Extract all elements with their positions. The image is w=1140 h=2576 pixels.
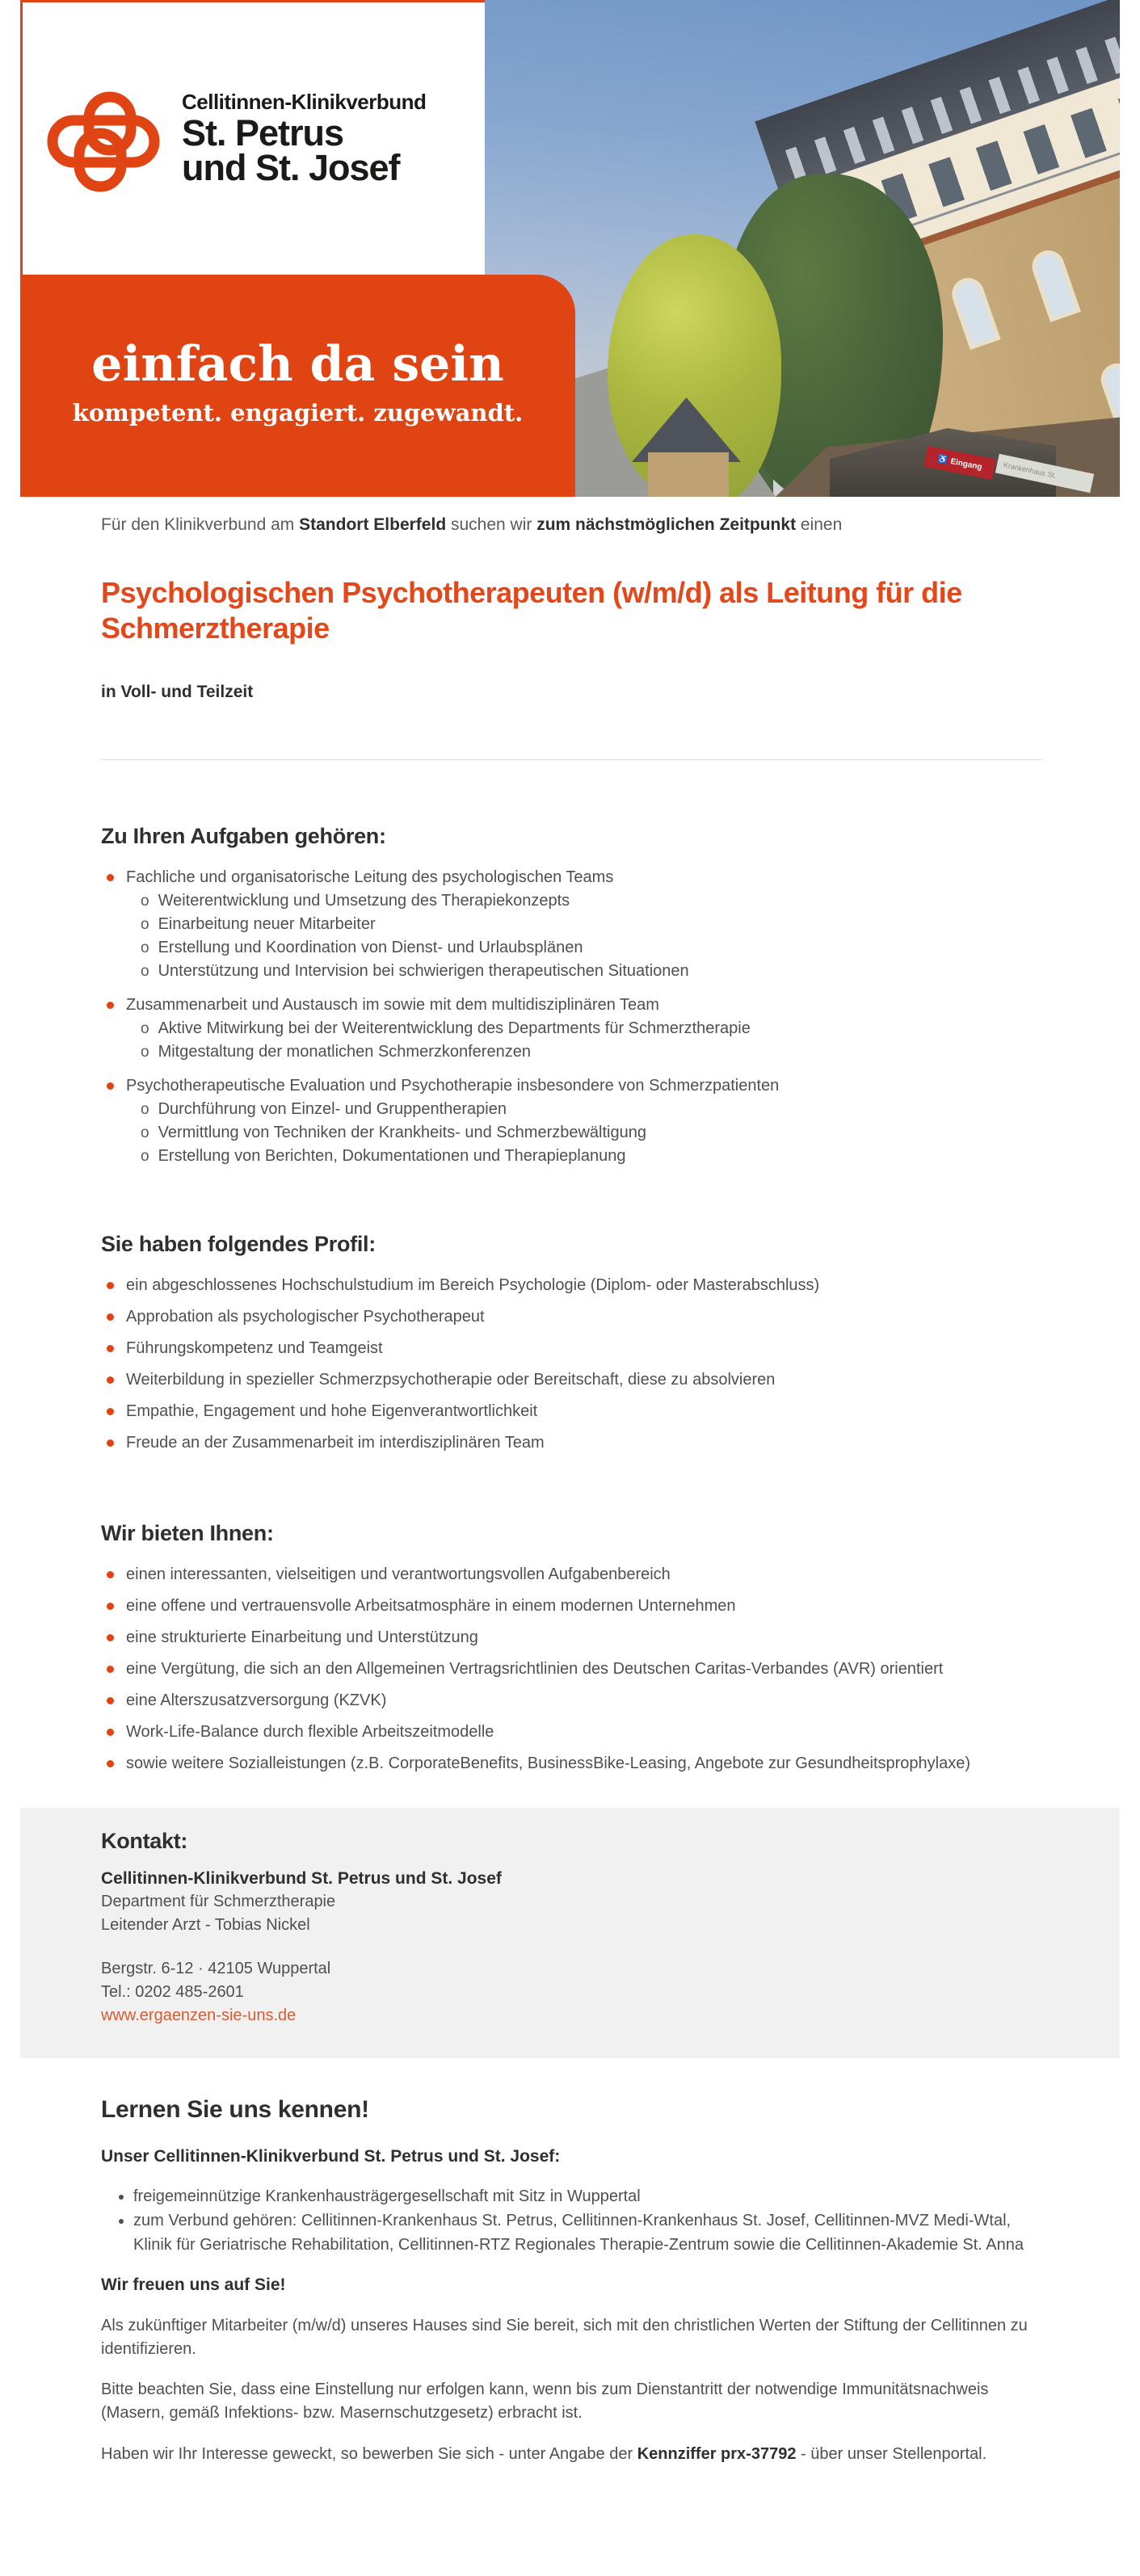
logo-hospital-name-1: St. Petrus: [182, 112, 344, 153]
list-item-text: Psychotherapeutische Evaluation und Psychotherapie insbesondere von Schmerzpatienten: [126, 1077, 780, 1095]
slogan-text: einfach da sein: [91, 336, 504, 393]
intro-location: Standort Elberfeld: [299, 515, 447, 534]
about-heading: Lernen Sie uns kennen!: [101, 2096, 369, 2123]
slogan-subline: kompetent. engagiert. zugewandt.: [72, 399, 524, 427]
list-item: [101, 1752, 1042, 1775]
main-content: [101, 497, 1042, 1775]
about-list-item: • zum Verbund gehören: Cellitinnen-Krankenhaus St. Petrus, Cellitinnen-Krankenhaus St. Josef, Cellitinnen-MVZ Medi-Wtal, Klinik für Geriatrische Rehabilitation, Cellitinnen-RTZ Regionales Therapie-Zentrum sowie die Cellitinnen-Akademie St. Anna: [133, 2208, 1042, 2257]
bullet-icon: [107, 1603, 114, 1610]
bullet-icon: [107, 1313, 114, 1321]
bullet-icon: [107, 1439, 114, 1447]
sub-list-item-text: o Durchführung von Einzel- und Gruppentherapien: [158, 1100, 507, 1118]
contact-heading: Kontakt:: [101, 1829, 188, 1853]
entrance-sign-label: Eingang: [949, 456, 983, 472]
about-paragraph-apply: [101, 2443, 1042, 2466]
bullet-icon: [107, 1571, 114, 1578]
list-item-text: Führungskompetenz und Teamgeist: [126, 1339, 383, 1357]
tasks-heading: Zu Ihren Aufgaben gehören:: [101, 824, 386, 848]
apply-text: - über unser Stellenportal.: [796, 2445, 987, 2463]
list-item: [101, 1337, 1042, 1360]
list-item-text: eine Vergütung, die sich an den Allgemeinen Vertragsrichtlinien des Deutschen Caritas-Verbandes (AVR) orientiert: [126, 1660, 944, 1678]
intro-text: suchen wir: [446, 515, 537, 534]
list-item-text: eine strukturierte Einarbeitung und Unterstützung: [126, 1628, 478, 1646]
bullet-icon: [107, 874, 114, 881]
list-item-text: Freude an der Zusammenarbeit im interdisziplinären Team: [126, 1434, 545, 1452]
contact-phone: Tel.: 0202 485-2601: [101, 1983, 244, 2001]
bullet-icon: [107, 1082, 114, 1090]
bullet-icon: [107, 1345, 114, 1352]
bullet-icon: [107, 1408, 114, 1415]
photo-arched-window: [948, 274, 1001, 350]
list-item: [101, 1274, 1042, 1297]
hospital-sign-label: Krankenhaus St.: [1003, 460, 1058, 480]
profile-heading: Sie haben folgendes Profil:: [101, 1232, 376, 1256]
list-item: [101, 1074, 1042, 1098]
bullet-icon: [107, 1002, 114, 1009]
bullet-icon: [107, 1697, 114, 1704]
tasks-section: [101, 822, 1042, 1168]
sub-list-item-text: o Vermittlung von Techniken der Krankheits- und Schmerzbewältigung: [158, 1124, 646, 1141]
list-item: [101, 1658, 1042, 1681]
sub-list-item-text: o Einarbeitung neuer Mitarbeiter: [158, 915, 376, 933]
list-item-text: sowie weitere Sozialleistungen (z.B. CorporateBenefits, BusinessBike-Leasing, Angebote zur Gesundheitsprophylaxe): [126, 1754, 971, 1772]
offer-section: [101, 1519, 1042, 1775]
list-item: [101, 994, 1042, 1017]
about-section: [101, 2058, 1042, 2466]
list-item: [101, 1400, 1042, 1423]
intro-line: [101, 497, 1042, 536]
slogan-banner: [20, 275, 575, 497]
sub-list-item-text: o Unterstützung und Intervision bei schwierigen therapeutischen Situationen: [158, 962, 689, 980]
divider-line: [101, 759, 1042, 760]
reference-number: Kennziffer prx-37792: [637, 2445, 797, 2463]
list-item-text: einen interessanten, vielseitigen und verantwortungsvollen Aufgabenbereich: [126, 1565, 671, 1583]
profile-list: [101, 1274, 1042, 1455]
cellitinnen-cross-logo-icon: [47, 91, 160, 192]
sub-list-item: [101, 1121, 1042, 1145]
sub-list-item-text: o Erstellung von Berichten, Dokumentationen und Therapieplanung: [158, 1147, 626, 1165]
list-item: [101, 1689, 1042, 1712]
bullet-icon: [107, 1729, 114, 1736]
bullet-icon: [107, 1760, 114, 1767]
sub-list-item-text: o Mitgestaltung der monatlichen Schmerzkonferenzen: [158, 1043, 531, 1061]
hospital-photo: [482, 0, 1120, 497]
contact-person: Leitender Arzt - Tobias Nickel: [101, 1916, 310, 1934]
bullet-icon: [107, 1666, 114, 1673]
list-item-text: Empathie, Engagement und hohe Eigenverantwortlichkeit: [126, 1402, 538, 1420]
list-item-text: Work-Life-Balance durch flexible Arbeitszeitmodelle: [126, 1723, 494, 1741]
contact-website-link[interactable]: www.ergaenzen-sie-uns.de: [101, 2007, 297, 2024]
header: [20, 0, 1120, 497]
bullet-icon: [107, 1282, 114, 1289]
contact-department: Department für Schmerztherapie: [101, 1893, 336, 1910]
logo-hospital-name-2: und St. Josef: [182, 147, 400, 188]
list-item: [101, 1721, 1042, 1744]
job-title: Psychologischen Psychotherapeuten (w/m/d) als Leitung für die Schmerztherapie: [101, 576, 962, 645]
sub-list-item-text: o Aktive Mitwirkung bei der Weiterentwicklung des Departments für Schmerztherapie: [158, 1019, 751, 1037]
logo-box: [20, 0, 485, 275]
intro-start-date: zum nächstmöglichen Zeitpunkt: [536, 515, 797, 534]
sub-list-item: [101, 1145, 1042, 1168]
about-closing: Wir freuen uns auf Sie!: [101, 2276, 286, 2294]
contact-box: [20, 1808, 1120, 2058]
sub-list-item: [101, 1017, 1042, 1040]
sub-list-item: [101, 1098, 1042, 1121]
bullet-icon: [107, 1634, 114, 1641]
list-item: [101, 1563, 1042, 1586]
about-paragraph-values: Als zukünftiger Mitarbeiter (m/w/d) unseres Hauses sind Sie bereit, sich mit den christlichen Werten der Stiftung der Cellitinnen zu identifizieren.: [101, 2317, 1028, 2358]
intro-text: Für den Klinikverbund am: [101, 515, 300, 534]
logo-org-name: Cellitinnen-Klinikverbund: [182, 90, 427, 114]
list-item-text: eine offene und vertrauensvolle Arbeitsatmosphäre in einem modernen Unternehmen: [126, 1597, 736, 1615]
about-list-item: • freigemeinnützige Krankenhausträgergesellschaft mit Sitz in Wuppertal: [133, 2184, 1042, 2208]
sub-list-item-text: o Erstellung und Koordination von Dienst- und Urlaubsplänen: [158, 939, 583, 956]
list-item: [101, 1305, 1042, 1329]
offer-list: [101, 1563, 1042, 1775]
list-item-text: Approbation als psychologischer Psychotherapeut: [126, 1308, 485, 1326]
sub-list-item: [101, 889, 1042, 913]
list-item: [101, 1431, 1042, 1455]
list-item-text: Fachliche und organisatorische Leitung des psychologischen Teams: [126, 868, 614, 886]
sub-list-item: [101, 1040, 1042, 1064]
photo-bay: [648, 452, 729, 497]
wheelchair-icon: ♿: [936, 454, 949, 465]
sub-list-item-text: o Weiterentwicklung und Umsetzung des Therapiekonzepts: [158, 892, 570, 910]
offer-heading: Wir bieten Ihnen:: [101, 1521, 274, 1545]
list-item: [101, 1626, 1042, 1649]
list-item-text: Zusammenarbeit und Austausch im sowie mit dem multidisziplinären Team: [126, 996, 659, 1014]
list-item: [101, 1595, 1042, 1618]
list-item-text: eine Alterszusatzversorgung (KZVK): [126, 1691, 387, 1709]
contact-organization: Cellitinnen-Klinikverbund St. Petrus und St. Josef: [101, 1869, 502, 1888]
photo-arched-window: [1028, 246, 1081, 322]
list-item: [101, 866, 1042, 889]
sub-list-item: [101, 936, 1042, 960]
contact-address: Bergstr. 6-12 · 42105 Wuppertal: [101, 1960, 331, 1977]
tasks-list: [101, 866, 1042, 1168]
sub-list-item: [101, 913, 1042, 936]
list-item: [101, 1368, 1042, 1392]
list-item-text: ein abgeschlossenes Hochschulstudium im Bereich Psychologie (Diplom- oder Masterabschluss): [126, 1276, 820, 1294]
profile-section: [101, 1229, 1042, 1455]
about-subheading: Unser Cellitinnen-Klinikverbund St. Petrus und St. Josef:: [101, 2147, 561, 2166]
logo-text: [182, 88, 427, 188]
worktime-note: in Voll- und Teilzeit: [101, 683, 254, 701]
about-list: [101, 2184, 1042, 2257]
apply-text: Haben wir Ihr Interesse geweckt, so bewerben Sie sich - unter Angabe der: [101, 2445, 637, 2463]
photo-arched-window: [1116, 216, 1120, 292]
sub-list-item: [101, 960, 1042, 983]
about-paragraph-immunity: Bitte beachten Sie, dass eine Einstellung nur erfolgen kann, wenn bis zum Dienstantritt der notwendige Immunitätsnachweis (Masern, gemäß Infektions- bzw. Masernschutzgesetz) erbracht ist.: [101, 2381, 989, 2422]
intro-text: einen: [796, 515, 843, 534]
list-item-text: Weiterbildung in spezieller Schmerzpsychotherapie oder Bereitschaft, diese zu absolvieren: [126, 1371, 776, 1389]
bullet-icon: [107, 1376, 114, 1384]
